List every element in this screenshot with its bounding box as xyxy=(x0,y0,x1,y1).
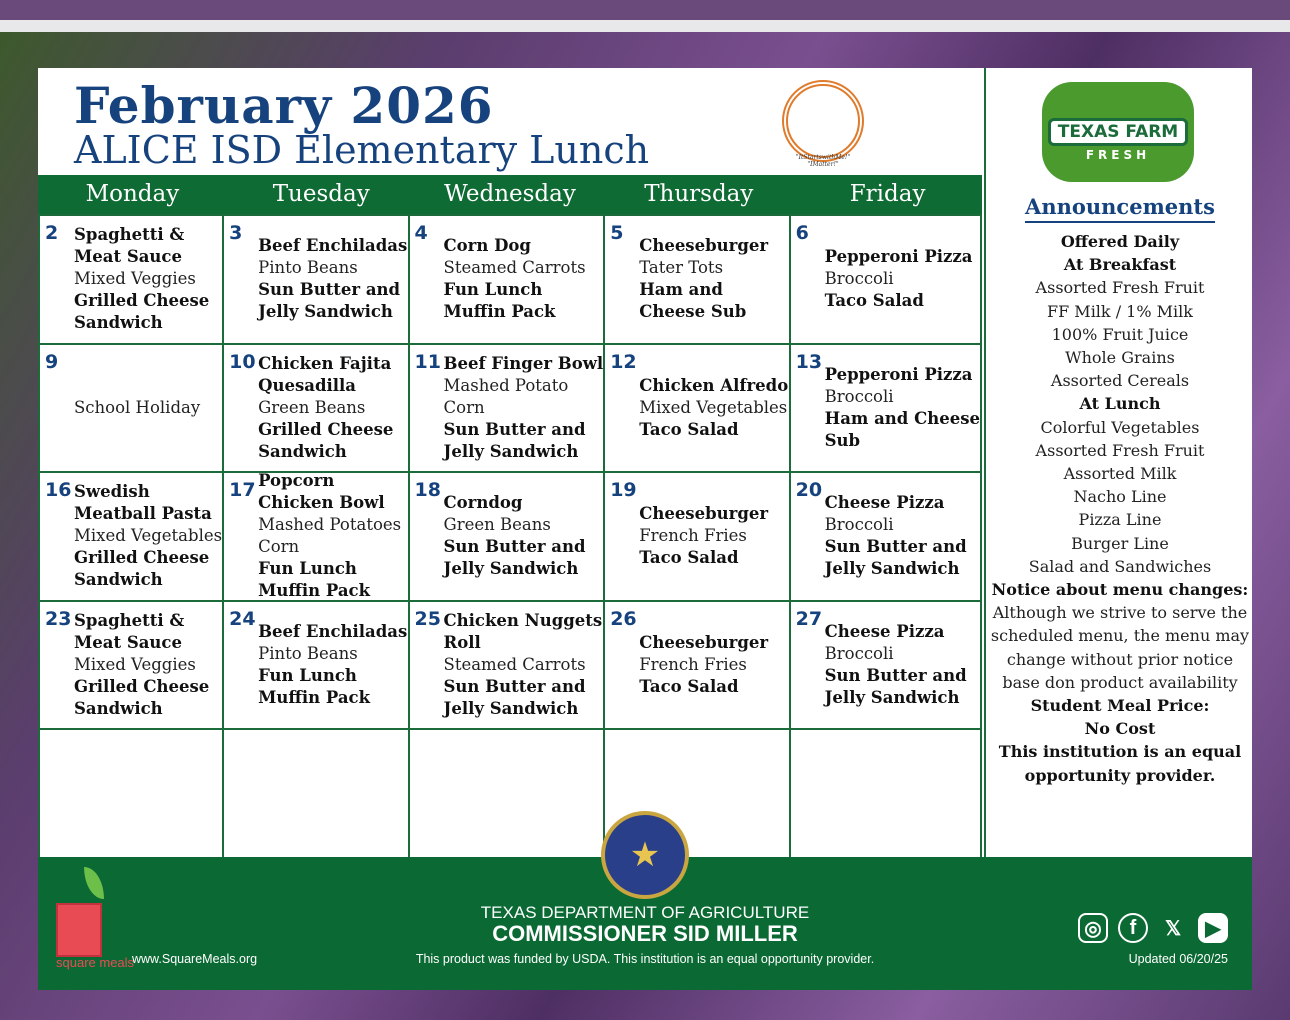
day-number: 2 xyxy=(45,222,59,244)
announcement-line: At Breakfast xyxy=(1063,255,1177,275)
day-cell-5 xyxy=(605,216,790,345)
menu-item: Green Beans xyxy=(258,397,366,417)
menu-item: Grilled Cheese xyxy=(74,291,210,311)
announcement-line: Assorted Cereals xyxy=(1050,371,1190,391)
day-cell-12 xyxy=(605,345,790,474)
photo-strip xyxy=(0,0,1290,20)
day-number: 5 xyxy=(610,222,624,244)
divider xyxy=(0,20,1290,32)
menu-item: Mashed Potatoes xyxy=(258,515,402,535)
announcement-line: Notice about menu changes: xyxy=(991,580,1249,600)
menu-item: Fun Lunch xyxy=(258,559,357,579)
menu-item: Sun Butter and xyxy=(443,677,586,697)
announcement-line: Burger Line xyxy=(1071,533,1169,553)
menu-item: Beef Enchiladas xyxy=(258,622,408,642)
menu-item: Cheese Pizza xyxy=(824,493,945,513)
menu-item: Taco Salad xyxy=(824,291,924,311)
day-number: 23 xyxy=(45,607,72,630)
menu-item: Green Beans xyxy=(443,515,551,535)
menu-item: Broccoli xyxy=(824,269,894,289)
day-cell-9 xyxy=(38,345,224,474)
menu-item: Swedish xyxy=(74,482,150,502)
announcement-line: Assorted Fresh Fruit xyxy=(1035,278,1205,298)
menu-item: Grilled Cheese xyxy=(74,548,210,568)
menu-item: Sun Butter and xyxy=(443,537,586,557)
day-cell-20 xyxy=(791,473,982,602)
announcements-heading xyxy=(986,194,1254,219)
day-number: 24 xyxy=(229,607,256,630)
menu-item: Chicken Bowl xyxy=(258,493,385,513)
day-cell-25 xyxy=(410,602,606,731)
menu-item: Sun Butter and xyxy=(258,280,401,300)
announcement-line: Although we strive to serve the scheduled menu, the menu may change without prior notice base don product availability xyxy=(990,603,1250,692)
menu-item: Taco Salad xyxy=(639,548,739,568)
menu-item: Corn xyxy=(443,397,485,417)
menu-item: Fun Lunch xyxy=(258,666,357,686)
menu-item: Corndog xyxy=(443,493,523,513)
menu-item: Cheeseburger xyxy=(639,633,769,653)
menu-item: Jelly Sandwich xyxy=(824,688,960,708)
menu-item: Popcorn xyxy=(258,471,335,491)
menu-item: Chicken Alfredo xyxy=(639,375,789,395)
menu-item: Ham and xyxy=(639,280,723,300)
logo-text: TEXAS FARM xyxy=(1048,118,1188,146)
announcements-heading-text: Announcements xyxy=(1025,194,1215,223)
menu-calendar xyxy=(38,68,1252,990)
menu-item: Sandwich xyxy=(74,570,163,590)
menu-item: Jelly Sandwich xyxy=(443,559,579,579)
menu-item: French Fries xyxy=(639,655,747,675)
menu-item: French Fries xyxy=(639,526,747,546)
day-cell-23 xyxy=(38,602,224,731)
day-number: 16 xyxy=(45,479,72,502)
menu-item: Chicken Fajita xyxy=(258,353,392,373)
menu-item: Chicken Nuggets xyxy=(443,611,603,631)
menu-item: Sun Butter and xyxy=(824,666,967,686)
menu-item: Sandwich xyxy=(74,699,163,719)
x-icon[interactable]: 𝕏 xyxy=(1164,917,1182,940)
menu-item: Roll xyxy=(443,633,481,653)
menu-item: Jelly Sandwich xyxy=(443,441,579,461)
menu-item: Broccoli xyxy=(824,515,894,535)
day-cell-26 xyxy=(605,602,790,731)
announcement-line: No Cost xyxy=(1084,719,1156,739)
menu-item: Grilled Cheese xyxy=(74,677,210,697)
menu-item: Cheeseburger xyxy=(639,236,769,256)
empty-day-cell xyxy=(38,730,224,859)
announcement-line: Salad and Sandwiches xyxy=(1028,556,1212,576)
menu-item: Grilled Cheese xyxy=(258,419,394,439)
calendar-grid xyxy=(38,214,982,859)
announcement-line: Colorful Vegetables xyxy=(1040,417,1200,437)
day-number: 3 xyxy=(229,222,243,244)
apple-leaf-icon xyxy=(84,867,104,899)
day-cell-24 xyxy=(224,602,409,731)
day-cell-19 xyxy=(605,473,790,602)
menu-item: Pinto Beans xyxy=(258,644,358,664)
menu-item: Tater Tots xyxy=(639,258,724,278)
announcements-list xyxy=(986,230,1254,787)
menu-item: Beef Finger Bowl xyxy=(443,353,604,373)
menu-item: Spaghetti & xyxy=(74,225,185,245)
menu-item: Pepperoni Pizza xyxy=(824,247,973,267)
day-cell-27 xyxy=(791,602,982,731)
empty-day-cell xyxy=(410,730,606,859)
announcement-line: Assorted Milk xyxy=(1063,464,1177,484)
menu-item: Meatball Pasta xyxy=(74,504,212,524)
page-subtitle: ALICE ISD Elementary Lunch xyxy=(74,128,650,172)
updated-date: Updated 06/20/25 xyxy=(1128,952,1228,966)
menu-item: Jelly Sandwich xyxy=(258,302,393,322)
empty-day-cell xyxy=(224,730,409,859)
menu-item: Pepperoni Pizza xyxy=(824,364,973,384)
menu-item: Mixed Vegetables xyxy=(74,526,223,546)
facebook-icon[interactable]: f xyxy=(1118,913,1148,943)
menu-item: Muffin Pack xyxy=(258,688,371,708)
menu-item: Spaghetti & xyxy=(74,611,185,631)
weekday-monday: Monday xyxy=(85,181,180,207)
menu-item: Mixed Veggies xyxy=(74,655,196,675)
menu-item: Steamed Carrots xyxy=(443,655,586,675)
day-number: 13 xyxy=(795,350,823,373)
announcement-line: Student Meal Price: xyxy=(1030,696,1210,716)
menu-item: Broccoli xyxy=(824,386,894,406)
day-cell-2 xyxy=(38,216,224,345)
agency-name: TEXAS DEPARTMENT OF AGRICULTURE xyxy=(480,903,810,922)
footer xyxy=(38,836,1252,990)
menu-item: Sun Butter and xyxy=(443,419,586,439)
texas-farm-fresh-logo xyxy=(1042,82,1194,182)
day-number: 26 xyxy=(610,607,637,630)
announcement-line: Pizza Line xyxy=(1078,510,1162,530)
weekday-tuesday: Tuesday xyxy=(272,181,370,207)
day-number: 6 xyxy=(795,222,809,244)
day-number: 27 xyxy=(795,607,823,630)
announcement-line: Whole Grains xyxy=(1065,348,1175,368)
page-title: February 2026 xyxy=(74,76,494,135)
alice-isd-seal-logo xyxy=(782,80,864,162)
menu-item: Beef Enchiladas xyxy=(258,236,408,256)
usda-disclaimer: This product was funded by USDA. This institution is an equal opportunity provider. xyxy=(415,952,875,966)
announcement-line: FF Milk / 1% Milk xyxy=(1047,301,1193,321)
calendar-header xyxy=(38,68,982,175)
day-cell-11 xyxy=(410,345,606,474)
announcement-line: This institution is an equal opportunity provider. xyxy=(998,742,1242,785)
menu-item: Sub xyxy=(824,430,861,450)
day-number: 17 xyxy=(229,479,256,502)
announcement-line: At Lunch xyxy=(1079,394,1161,414)
menu-item: Mixed Vegetables xyxy=(639,397,788,417)
square-meals-link[interactable]: www.SquareMeals.org xyxy=(132,952,258,966)
menu-item: Taco Salad xyxy=(639,419,739,439)
menu-item: Fun Lunch xyxy=(443,280,543,300)
social-links xyxy=(1078,913,1228,943)
menu-item: Muffin Pack xyxy=(443,302,556,322)
announcement-line: 100% Fruit Juice xyxy=(1051,324,1189,344)
menu-item: Cheeseburger xyxy=(639,504,769,524)
seal-motto: "ItStartswithMe!" "IMatter!" xyxy=(795,154,851,168)
day-cell-13 xyxy=(791,345,982,474)
day-number: 4 xyxy=(414,222,428,244)
tda-seal-icon: ★ xyxy=(601,811,689,899)
day-number: 20 xyxy=(795,479,823,502)
menu-item: Ham and Cheese xyxy=(824,408,980,428)
menu-item: Quesadilla xyxy=(258,375,356,395)
menu-item: Sun Butter and xyxy=(824,537,967,557)
day-cell-18 xyxy=(410,473,606,602)
day-number: 11 xyxy=(414,350,441,373)
menu-item: Mashed Potato xyxy=(443,375,569,395)
menu-item: Corn xyxy=(258,537,300,557)
menu-item: Taco Salad xyxy=(639,677,739,697)
day-cell-10 xyxy=(224,345,409,474)
menu-item: Sandwich xyxy=(74,313,163,333)
day-cell-4 xyxy=(410,216,606,345)
weekday-thursday: Thursday xyxy=(644,181,754,207)
menu-item: Sandwich xyxy=(258,441,347,461)
menu-item: Muffin Pack xyxy=(258,581,371,601)
day-cell-17 xyxy=(224,473,409,602)
day-number: 18 xyxy=(414,479,441,502)
day-cell-3 xyxy=(224,216,409,345)
menu-item: Jelly Sandwich xyxy=(443,699,579,719)
announcements-panel xyxy=(984,68,1252,857)
day-number: 9 xyxy=(45,350,59,373)
square-meals-wordmark: square meals xyxy=(56,955,135,970)
announcement-line: Offered Daily xyxy=(1060,232,1180,251)
day-cell-16 xyxy=(38,473,224,602)
day-number: 10 xyxy=(229,350,256,373)
weekday-friday: Friday xyxy=(849,181,926,207)
commissioner-name: COMMISSIONER SID MILLER xyxy=(492,921,798,946)
weekday-header xyxy=(38,175,982,214)
menu-item: Meat Sauce xyxy=(74,633,182,653)
menu-item: Cheese Pizza xyxy=(824,622,945,642)
day-number: 19 xyxy=(610,479,637,502)
menu-item: Corn Dog xyxy=(443,236,531,256)
menu-item: Mixed Veggies xyxy=(74,269,196,289)
menu-item: Steamed Carrots xyxy=(443,258,586,278)
weekday-wednesday: Wednesday xyxy=(444,181,576,207)
day-number: 12 xyxy=(610,350,637,373)
menu-item: School Holiday xyxy=(74,397,201,417)
menu-item: Jelly Sandwich xyxy=(824,559,960,579)
logo-subtext: FRESH xyxy=(1085,148,1151,162)
menu-item: Pinto Beans xyxy=(258,258,358,278)
announcement-line: Assorted Fresh Fruit xyxy=(1035,440,1205,460)
day-number: 25 xyxy=(414,607,441,630)
announcement-line: Nacho Line xyxy=(1073,487,1167,507)
day-cell-6 xyxy=(791,216,982,345)
instagram-icon[interactable]: ◎ xyxy=(1078,913,1108,943)
empty-day-cell xyxy=(791,730,982,859)
youtube-icon[interactable]: ▶ xyxy=(1198,913,1228,943)
menu-item: Cheese Sub xyxy=(639,302,747,322)
menu-item: Meat Sauce xyxy=(74,247,182,267)
menu-item: Broccoli xyxy=(824,644,894,664)
